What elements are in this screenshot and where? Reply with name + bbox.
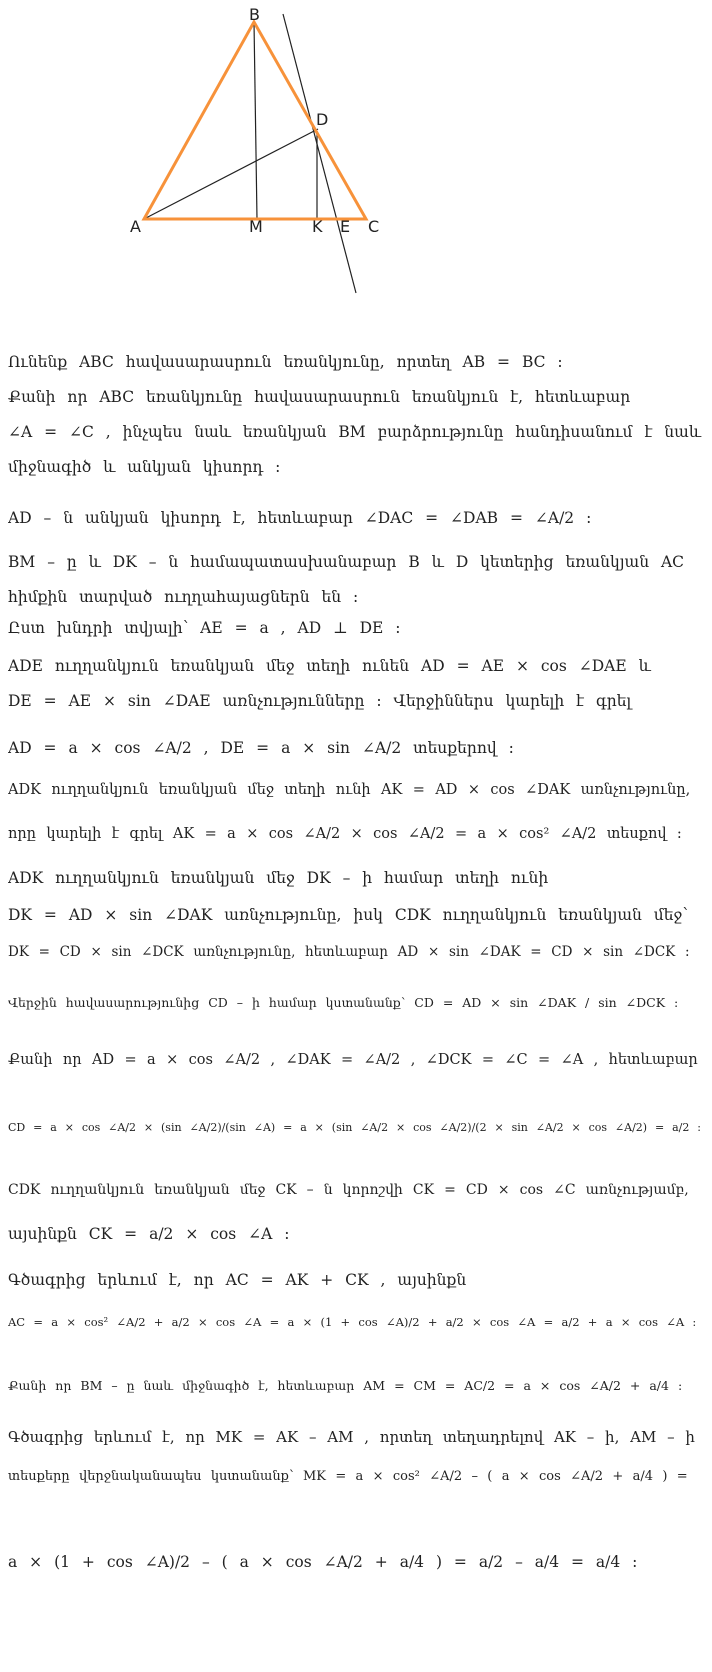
text-line: AD = a × cos ∠A/2 , DE = a × sin ∠A/2 տեսքերով : bbox=[8, 739, 514, 757]
text-line: ADK ուղղանկյուն եռանկյան մեջ DK – ի համար տեղի ունի bbox=[8, 869, 549, 887]
text-line: Ըստ խնդրի տվյալի՝ AE = a , AD ⊥ DE : bbox=[8, 619, 401, 637]
text-line: CD = a × cos ∠A/2 × (sin ∠A/2)/(sin ∠A) = a × (sin ∠A/2 × cos ∠A/2)/(2 × sin ∠A/2 × cos ∠A/2) = a/2 : bbox=[8, 1121, 701, 1134]
label-b: B bbox=[249, 5, 260, 24]
label-k: K bbox=[312, 217, 323, 236]
text-line: BM – ը և DK – ն համապատասխանաբար B և D կետերից եռանկյան AC bbox=[8, 553, 685, 571]
text-line: տեսքերը վերջնականապես կստանանք՝ MK = a × cos² ∠A/2 – ( a × cos ∠A/2 + a/4 ) = bbox=[8, 1469, 688, 1484]
text-line: AD – ն անկյան կիսորդ է, հետևաբար ∠DAC = ∠DAB = ∠A/2 : bbox=[8, 509, 592, 527]
text-line: այսինքն CK = a/2 × cos ∠A : bbox=[8, 1225, 290, 1243]
text-line: DK = AD × sin ∠DAK առնչությունը, իսկ CDK ուղղանկյուն եռանկյան մեջ՝ bbox=[8, 906, 688, 924]
text-line: DK = CD × sin ∠DCK առնչությունը, հետևաբար AD × sin ∠DAK = CD × sin ∠DCK : bbox=[8, 944, 690, 960]
text-line: a × (1 + cos ∠A)/2 – ( a × cos ∠A/2 + a/4 ) = a/2 – a/4 = a/4 : bbox=[8, 1553, 638, 1571]
text-line: ADE ուղղանկյուն եռանկյան մեջ տեղի ունեն AD = AE × cos ∠DAE և bbox=[8, 657, 651, 675]
line-through-d-e bbox=[283, 14, 356, 293]
label-c: C bbox=[368, 217, 380, 236]
altitude-bm bbox=[254, 22, 257, 219]
text-line: CDK ուղղանկյուն եռանկյան մեջ CK – ն կորոշվի CK = CD × cos ∠C առնչությամբ, bbox=[8, 1182, 689, 1198]
geometry-figure bbox=[0, 0, 712, 330]
text-line: միջնագիծ և անկյան կիսորդ : bbox=[8, 458, 281, 476]
text-line: Վերջին հավասարությունից CD – ի համար կստանանք՝ CD = AD × sin ∠DAK / sin ∠DCK : bbox=[8, 995, 679, 1010]
label-d: D bbox=[316, 110, 329, 129]
text-line: Քանի որ ABC եռանկյունը հավասարասրուն եռանկյուն է, հետևաբար bbox=[8, 388, 631, 406]
text-line: ADK ուղղանկյուն եռանկյան մեջ տեղի ունի AK = AD × cos ∠DAK առնչությունը, bbox=[8, 782, 691, 798]
text-line: որը կարելի է գրել AK = a × cos ∠A/2 × cos ∠A/2 = a × cos² ∠A/2 տեսքով : bbox=[8, 826, 682, 842]
text-line: AC = a × cos² ∠A/2 + a/2 × cos ∠A = a × (1 + cos ∠A)/2 + a/2 × cos ∠A = a/2 + a × cos ∠A : bbox=[8, 1315, 697, 1329]
text-line: Ունենք ABC հավասարասրուն եռանկյունը, որտեղ AB = BC : bbox=[8, 353, 563, 371]
text-line: Գծագրից երևում է, որ AC = AK + CK , այսինքն bbox=[8, 1271, 467, 1289]
text-line: հիմքին տարված ուղղահայացներն են : bbox=[8, 588, 359, 606]
text-line: Քանի որ AD = a × cos ∠A/2 , ∠DAK = ∠A/2 , ∠DCK = ∠C = ∠A , հետևաբար bbox=[8, 1052, 698, 1068]
text-line: DE = AE × sin ∠DAE առնչությունները : Վերջիններս կարելի է գրել bbox=[8, 692, 632, 710]
text-line: Գծագրից երևում է, որ MK = AK – AM , որտեղ տեղադրելով AK – ի, AM – ի bbox=[8, 1428, 695, 1446]
label-e: E bbox=[340, 217, 351, 236]
label-m: M bbox=[249, 217, 263, 236]
text-line: Քանի որ BM – ը նաև միջնագիծ է, հետևաբար AM = CM = AC/2 = a × cos ∠A/2 + a/4 : bbox=[8, 1378, 683, 1393]
label-a: A bbox=[130, 217, 141, 236]
text-line: ∠A = ∠C , ինչպես նաև եռանկյան BM բարձրությունը հանդիսանում է նաև bbox=[8, 423, 702, 441]
